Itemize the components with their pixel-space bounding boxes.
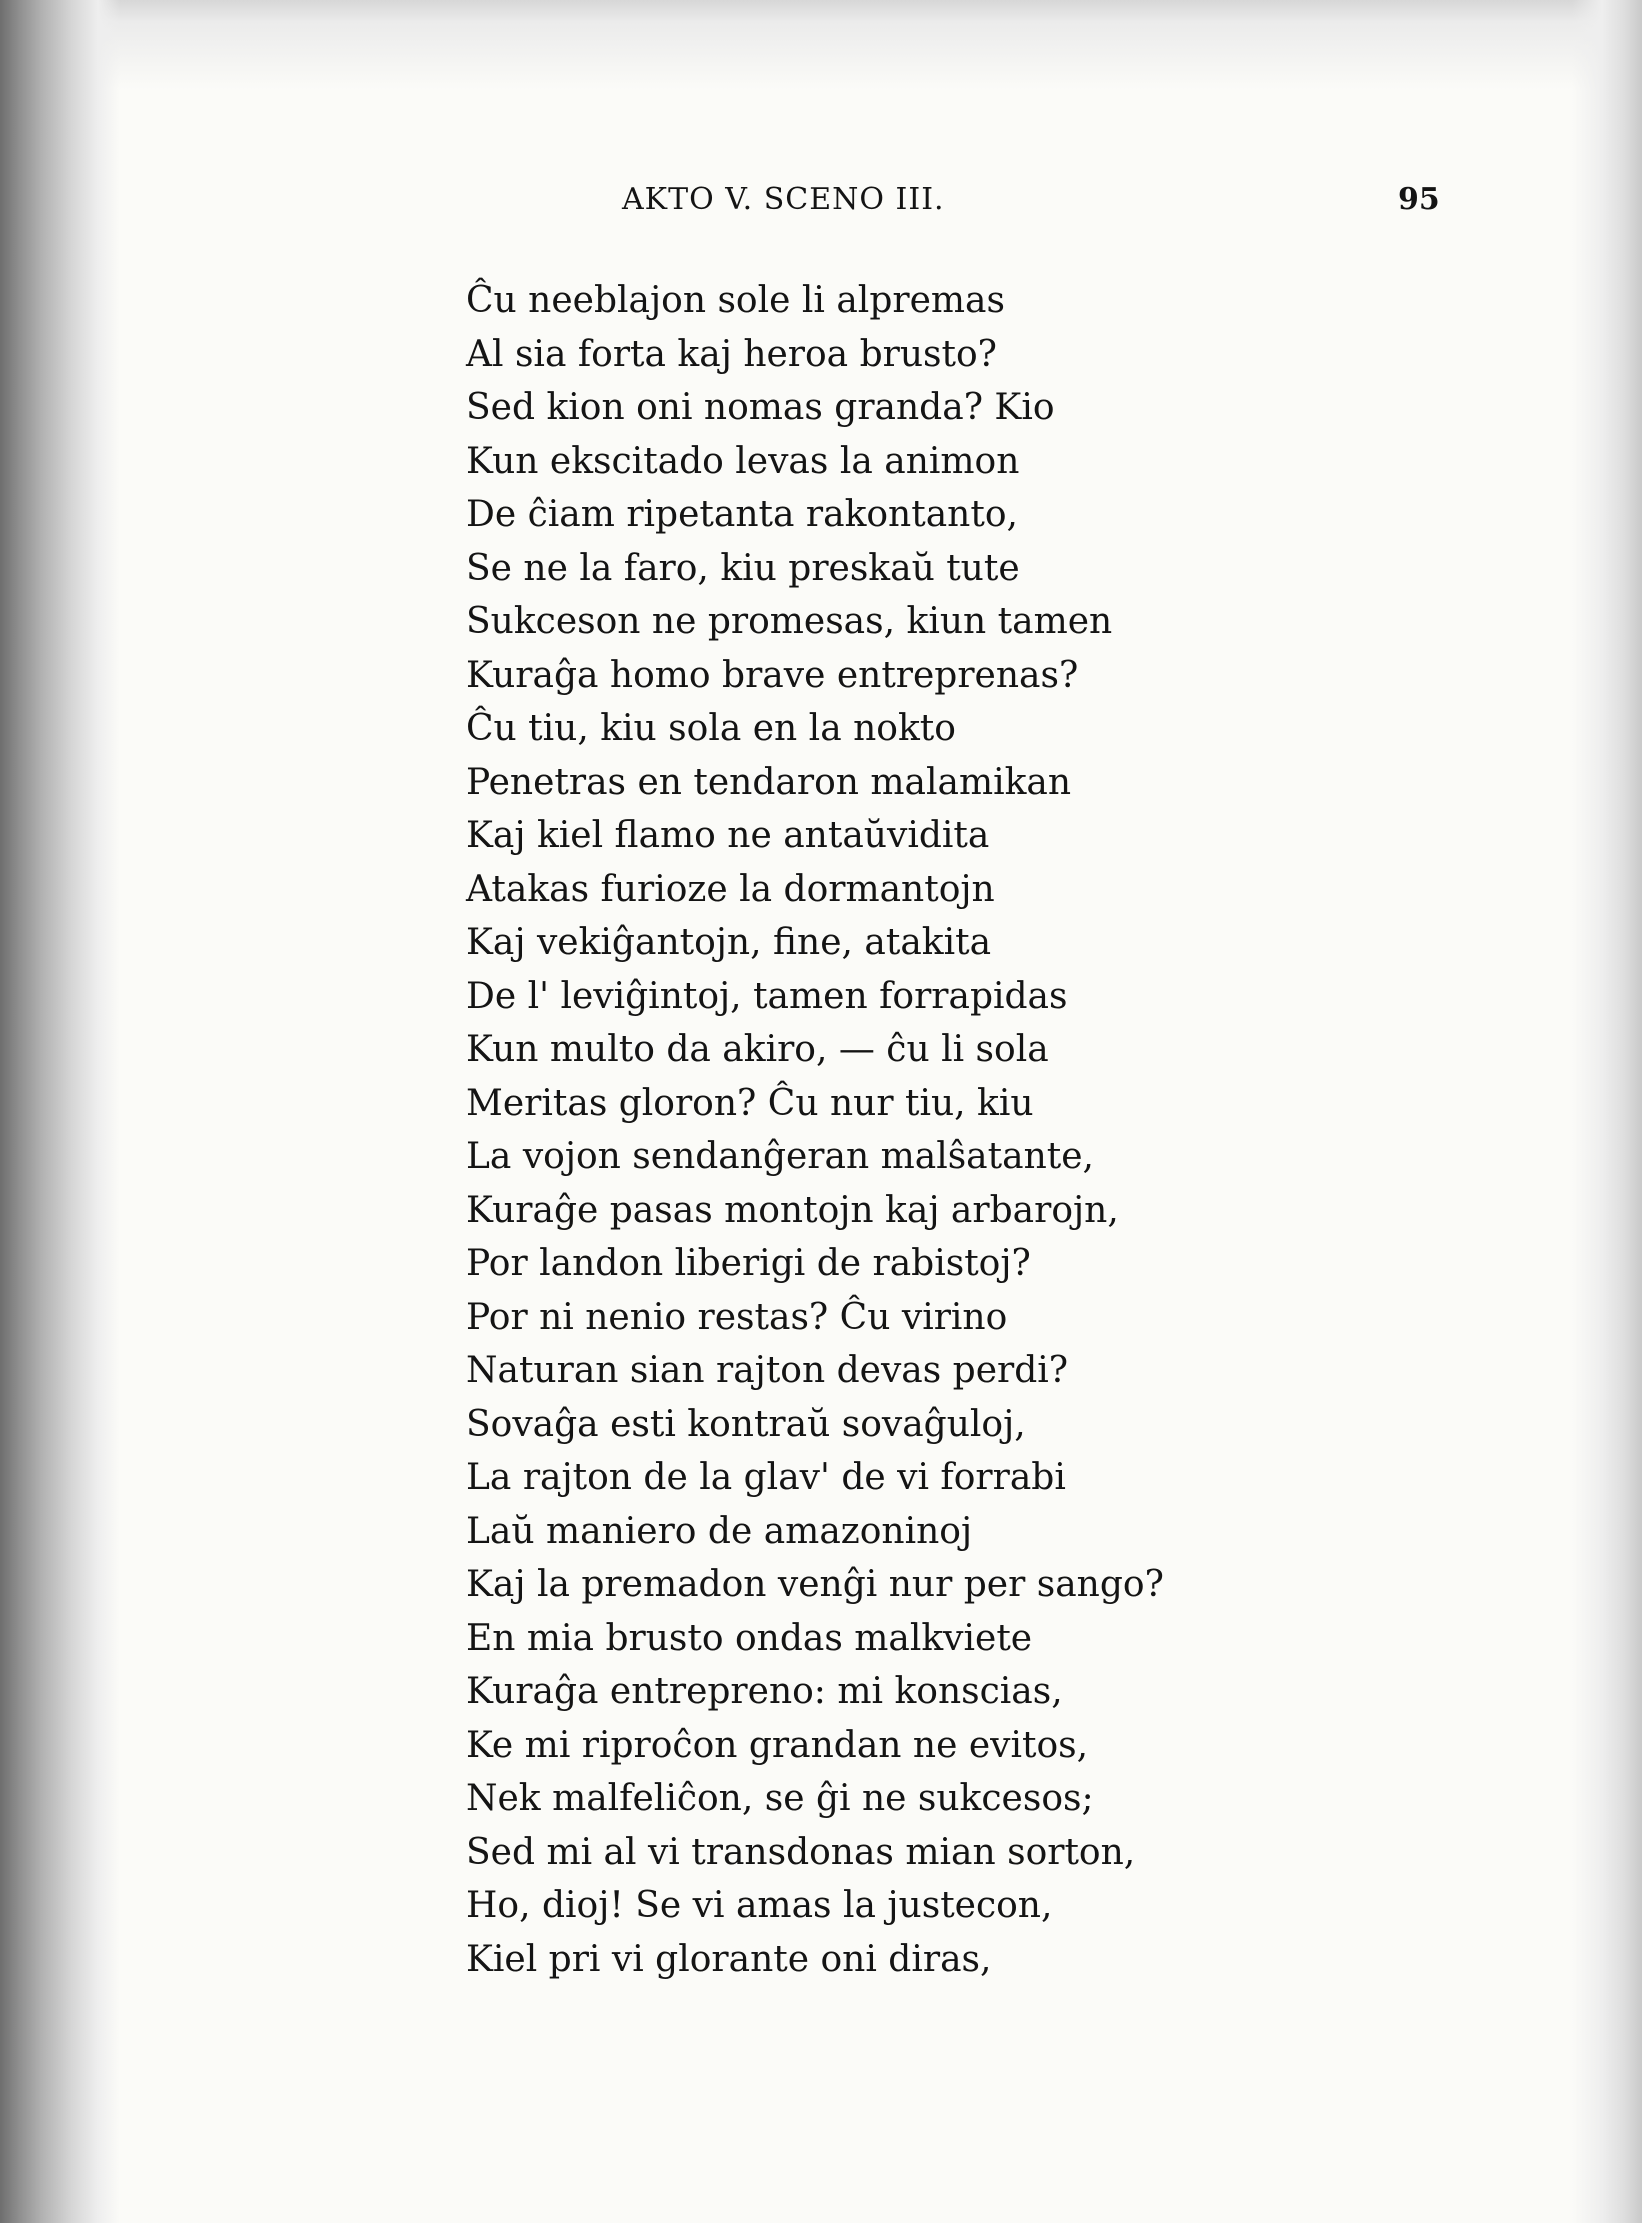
- verse-line: Al sia forta kaj heroa brusto?: [466, 333, 997, 375]
- verse-line: Meritas gloron? Ĉu nur tiu, kiu: [466, 1082, 1034, 1124]
- verse-line: Kaj kiel flamo ne antaŭvidita: [466, 815, 990, 856]
- verse-line: Kun multo da akiro, — ĉu li sola: [466, 1029, 1049, 1070]
- verse-line: Naturan sian rajton devas perdi?: [466, 1350, 1069, 1391]
- scan-binding-shadow: [0, 0, 120, 2223]
- page-header: [0, 182, 1642, 232]
- verse-line: Kuraĝe pasas montojn kaj arbarojn,: [466, 1189, 1119, 1231]
- verse-line: Por ni nenio restas? Ĉu virino: [466, 1296, 1008, 1338]
- scan-edge-shadow: [1572, 0, 1642, 2223]
- verse-line: Sed kion oni nomas granda? Kio: [466, 387, 1055, 428]
- verse-line: De l' leviĝintoj, tamen forrapidas: [466, 975, 1068, 1017]
- verse-line: Kuraĝa homo brave entreprenas?: [466, 654, 1079, 696]
- verse-line: En mia brusto ondas malkviete: [466, 1617, 1033, 1659]
- page-number: 95: [1398, 182, 1440, 217]
- verse-line: La rajton de la glav' de vi forrabi: [466, 1457, 1066, 1498]
- verse-line: Kiel pri vi glorante oni diras,: [466, 1938, 992, 1980]
- verse-line: Ĉu tiu, kiu sola en la nokto: [466, 708, 956, 749]
- verse-line: Se ne la faro, kiu preskaŭ tute: [466, 547, 1020, 589]
- scan-top-shadow: [0, 0, 1642, 90]
- verse-line: De ĉiam ripetanta rakontanto,: [466, 494, 1018, 535]
- verse-line: Por landon liberigi de rabistoj?: [466, 1243, 1031, 1284]
- verse-line: Kuraĝa entrepreno: mi konscias,: [466, 1671, 1063, 1712]
- verse-line: Sukceson ne promesas, kiun tamen: [466, 601, 1113, 642]
- verse-line: Ho, dioj! Se vi amas la justecon,: [466, 1885, 1053, 1926]
- verse-line: Sovaĝa esti kontraŭ sovaĝuloj,: [466, 1403, 1026, 1445]
- running-title: AKTO V. SCENO III.: [622, 182, 945, 217]
- verse-block: [466, 274, 1164, 1986]
- verse-line: Kaj vekiĝantojn, fine, atakita: [466, 922, 992, 963]
- verse-line: Ke mi riproĉon grandan ne evitos,: [466, 1724, 1089, 1766]
- verse-line: Kaj la premadon venĝi nur per sango?: [466, 1564, 1164, 1605]
- verse-line: Ĉu neeblajon sole li alpremas: [466, 280, 1005, 321]
- verse-line: Laŭ maniero de amazoninoj: [466, 1510, 973, 1552]
- verse-line: Atakas furioze la dormantojn: [466, 868, 995, 910]
- verse-line: Sed mi al vi transdonas mian sorton,: [466, 1831, 1136, 1873]
- verse-line: La vojon sendanĝeran malŝatante,: [466, 1136, 1094, 1177]
- verse-line: Kun ekscitado levas la animon: [466, 440, 1020, 482]
- verse-line: Nek malfeliĉon, se ĝi ne sukcesos;: [466, 1778, 1094, 1819]
- verse-line: Penetras en tendaron malamikan: [466, 761, 1072, 803]
